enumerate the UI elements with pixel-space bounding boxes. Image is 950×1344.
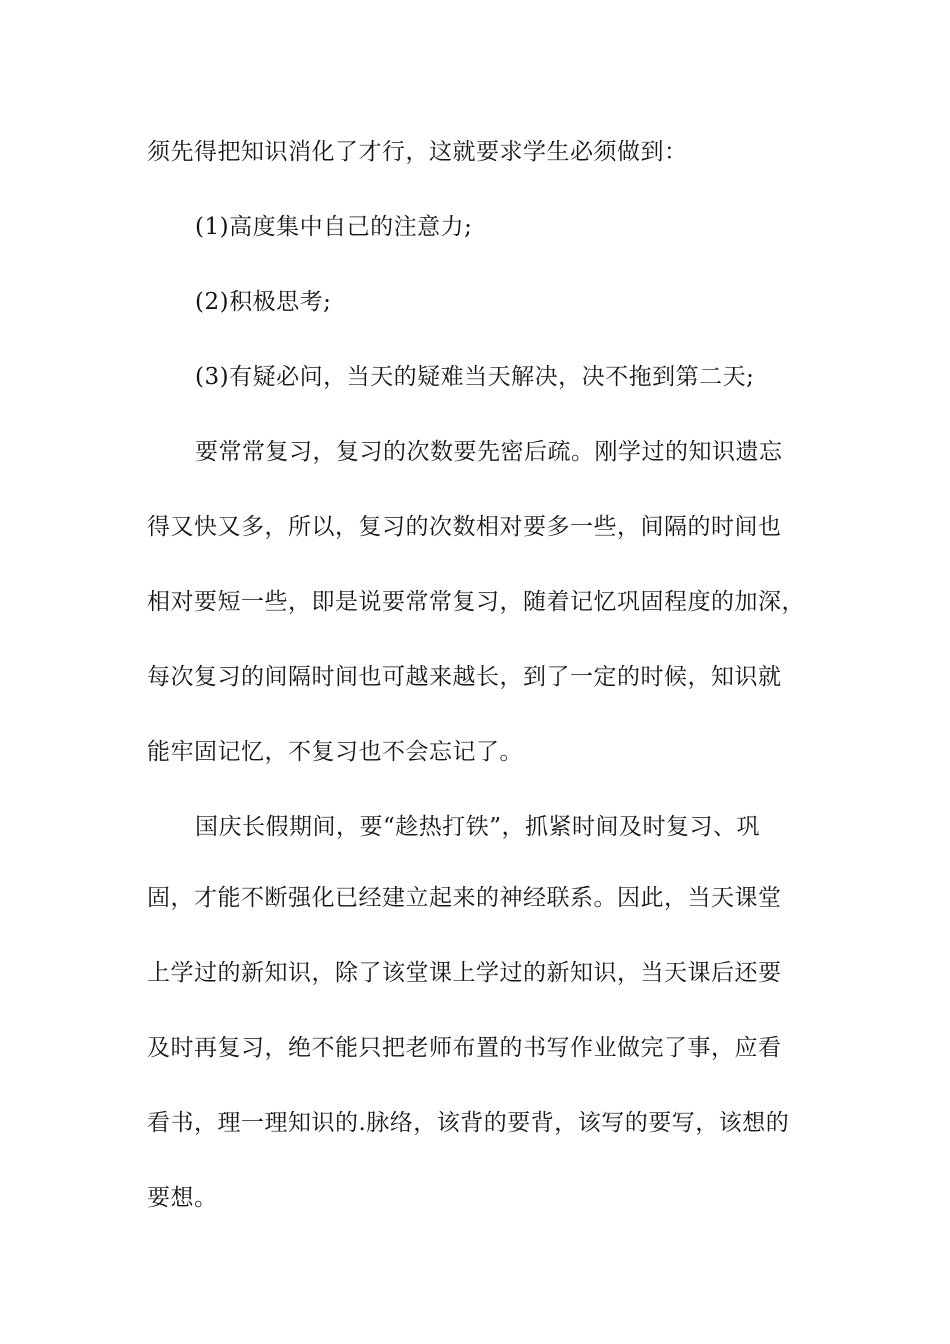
list-item: (1)高度集中自己的注意力; bbox=[195, 214, 473, 240]
text-line: 及时再复习，绝不能只把老师布置的书写作业做完了事，应看 bbox=[147, 1035, 782, 1061]
text-line: 须先得把知识消化了才行，这就要求学生必须做到： bbox=[147, 139, 688, 165]
text-line: 固，才能不断强化已经建立起来的神经联系。因此，当天课堂 bbox=[147, 885, 782, 911]
text-line: 要想。 bbox=[147, 1185, 218, 1211]
text-line: 每次复习的间隔时间也可越来越长，到了一定的时候，知识就 bbox=[147, 664, 782, 690]
list-item: (2)积极思考; bbox=[195, 289, 332, 315]
text-line: 得又快又多，所以，复习的次数相对要多一些，间隔的时间也 bbox=[147, 514, 782, 540]
list-item: (3)有疑必问，当天的疑难当天解决，决不拖到第二天; bbox=[195, 364, 755, 390]
text-line: 相对要短一些，即是说要常常复习，随着记忆巩固程度的加深， bbox=[147, 589, 805, 615]
text-line: 看书，理一理知识的.脉络，该背的要背，该写的要写，该想的 bbox=[147, 1110, 790, 1136]
paragraph-first-line: 要常常复习，复习的次数要先密后疏。刚学过的知识遗忘 bbox=[195, 439, 783, 465]
paragraph-first-line: 国庆长假期间，要“趁热打铁”，抓紧时间及时复习、巩 bbox=[195, 814, 761, 840]
text-line: 能牢固记忆，不复习也不会忘记了。 bbox=[147, 739, 523, 765]
text-line: 上学过的新知识，除了该堂课上学过的新知识，当天课后还要 bbox=[147, 960, 782, 986]
